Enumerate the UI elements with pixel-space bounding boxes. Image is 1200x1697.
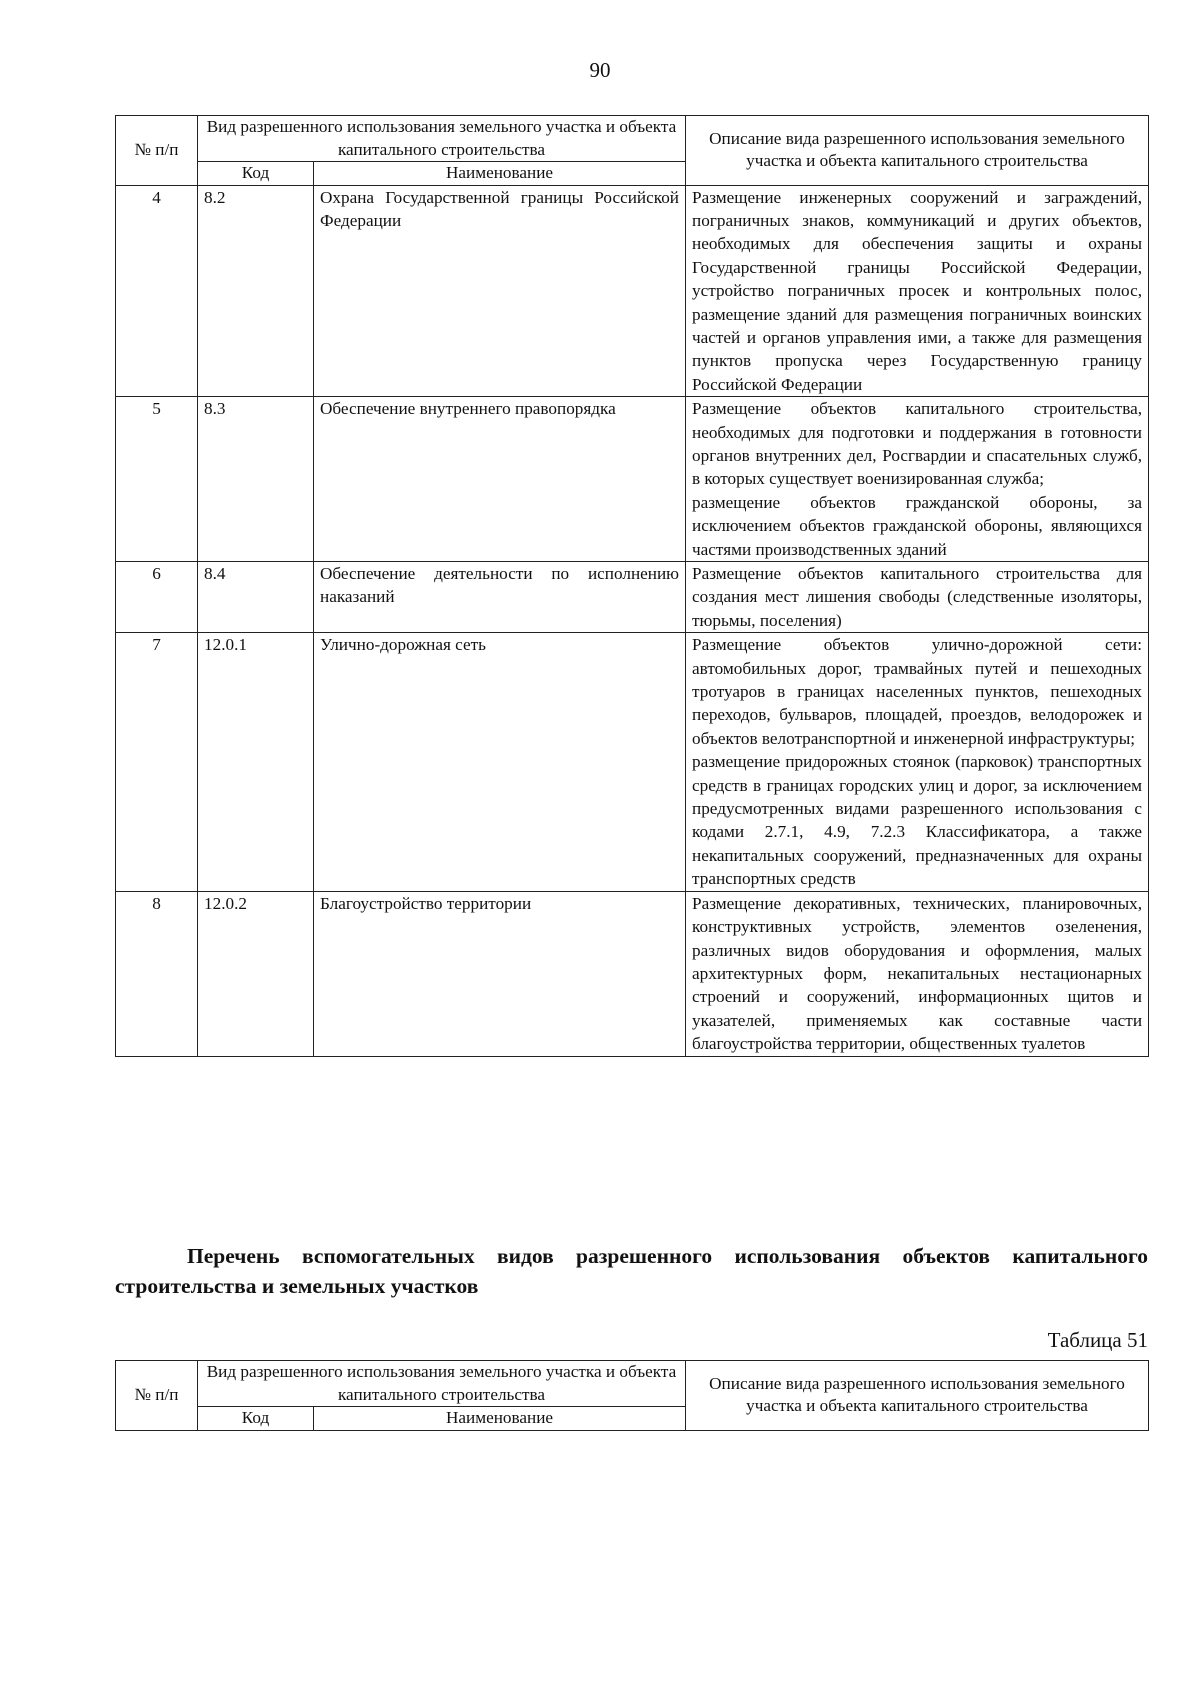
aux-header-description: Описание вида разрешенного использования земельного участка и объекта капитального строительства [686,1361,1149,1431]
header-num: № п/п [116,116,198,186]
table-caption: Таблица 51 [1047,1328,1148,1352]
table-row [116,185,1149,397]
table-row [116,562,1149,633]
row-number: 5 [116,397,198,562]
row-code: 12.0.2 [198,891,314,1056]
header-kind-group: Вид разрешенного использования земельного участка и объекта капитального строительства [198,116,686,162]
row-description [686,397,1149,562]
description-paragraph: Размещение инженерных сооружений и заграждений, пограничных знаков, коммуникаций и других объектов, необходимых для обеспечения защиты и охраны Государственной границы Российской Федерации, устройство пограничных просек и контрольных полос, размещение зданий для размещения пограничных воинских частей и органов управления ими, а также для размещения пунктов пропуска через Государственную границу Российской Федерации [692,187,1143,394]
table-body [116,185,1149,1056]
section-heading [115,1241,1148,1301]
description-paragraph: Размещение объектов улично-дорожной сети: автомобильных дорог, трамвайных путей и пешеходных тротуаров в границах населенных пунктов, пешеходных переходов, бульваров, площадей, проездов, велодорожек и объектов велотранспортной и инженерной инфраструктуры; [692,635,1143,748]
row-number: 6 [116,562,198,633]
table-row [116,633,1149,891]
row-description [686,185,1149,397]
page-number: 90 [589,58,611,82]
row-name: Обеспечение деятельности по исполнению наказаний [314,562,686,633]
header-name: Наименование [314,162,686,186]
row-code: 8.2 [198,185,314,397]
row-name: Охрана Государственной границы Российской Федерации [314,185,686,397]
row-number: 8 [116,891,198,1056]
permitted-use-table [115,115,1149,1057]
section-heading-text: Перечень вспомогательных видов разрешенного использования объектов капитального строительства и земельных участков [115,1244,1148,1298]
aux-header-name: Наименование [314,1407,686,1431]
aux-header-num: № п/п [116,1361,198,1431]
description-paragraph: размещение придорожных стоянок (парковок) транспортных средств в границах городских улиц и дорог, за исключением предусмотренных видами разрешенного использования с кодами 2.7.1, 4.9, 7.2.3 Классификатора, а также некапитальных сооружений, предназначенных для охраны транспортных средств [692,752,1143,889]
auxiliary-use-table [115,1360,1149,1431]
row-code: 8.4 [198,562,314,633]
row-code: 8.3 [198,397,314,562]
table-row [116,891,1149,1056]
aux-header-code: Код [198,1407,314,1431]
row-description [686,562,1149,633]
row-number: 7 [116,633,198,891]
row-name: Благоустройство территории [314,891,686,1056]
table-row [116,397,1149,562]
description-paragraph: Размещение объектов капитального строительства для создания мест лишения свободы (следственные изоляторы, тюрьмы, поселения) [692,564,1143,630]
description-paragraph: Размещение декоративных, технических, планировочных, конструктивных устройств, элементов озеленения, различных видов оборудования и оформления, малых архитектурных форм, некапитальных нестационарных строений и сооружений, информационных щитов и указателей, применяемых как составные части благоустройства территории, общественных туалетов [692,893,1143,1054]
aux-table-header [116,1361,1149,1431]
row-description [686,633,1149,891]
row-description [686,891,1149,1056]
row-name: Обеспечение внутреннего правопорядка [314,397,686,562]
description-paragraph: Размещение объектов капитального строительства, необходимых для подготовки и поддержания в готовности органов внутренних дел, Росгвардии и спасательных служб, в которых существует военизированная служба; [692,399,1143,489]
aux-header-kind-group: Вид разрешенного использования земельного участка и объекта капитального строительства [198,1361,686,1407]
row-name: Улично-дорожная сеть [314,633,686,891]
table-header [116,116,1149,186]
row-code: 12.0.1 [198,633,314,891]
description-paragraph: размещение объектов гражданской обороны, за исключением объектов гражданской обороны, являющихся частями производственных зданий [692,492,1143,559]
row-number: 4 [116,185,198,397]
header-code: Код [198,162,314,186]
header-description: Описание вида разрешенного использования земельного участка и объекта капитального строительства [686,116,1149,186]
